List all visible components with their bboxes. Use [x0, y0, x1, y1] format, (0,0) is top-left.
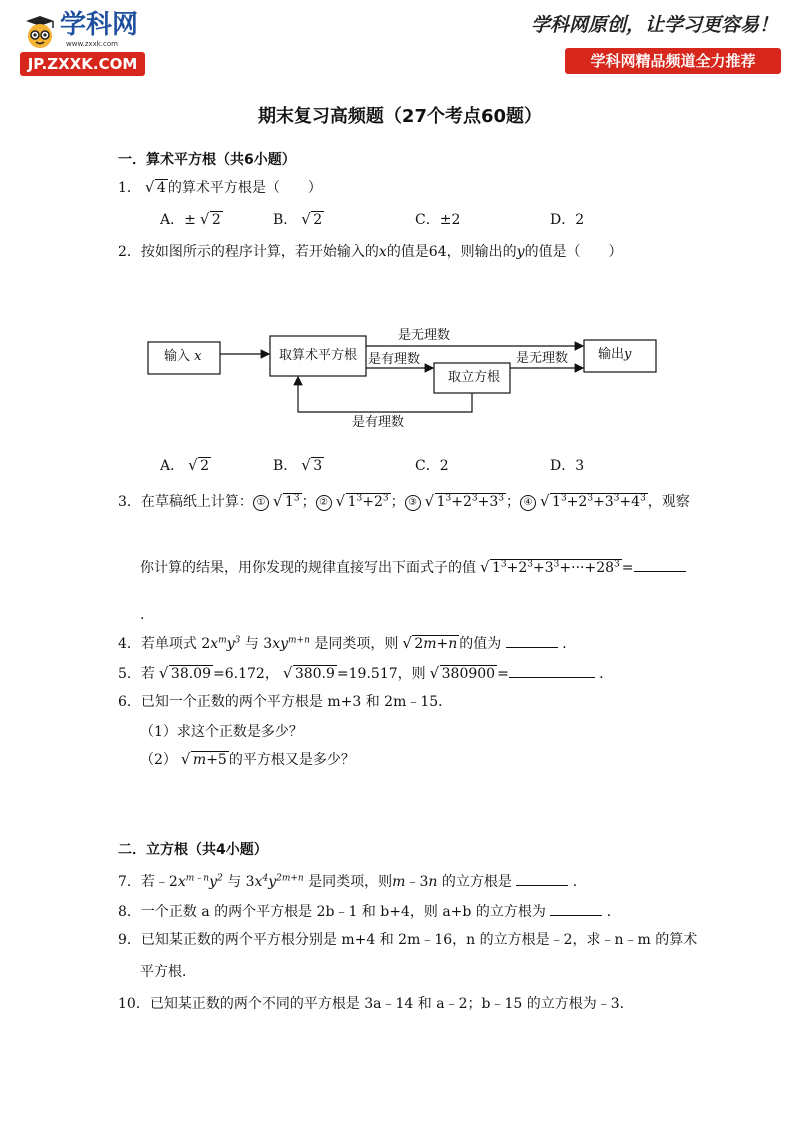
q1-option-a[interactable]: A．± √ 2: [160, 210, 221, 228]
q2-option-c[interactable]: C．2: [415, 458, 449, 474]
question-2: 2．按如图所示的程序计算，若开始输入的x的值是64，则输出的y的值是（ ）: [118, 244, 623, 260]
flowchart: [140, 320, 670, 440]
flow-output-box: 输出y: [598, 347, 632, 362]
page-title: 期末复习高频题（27个考点60题）: [257, 106, 543, 127]
q1-option-b[interactable]: B． √ 2: [273, 210, 323, 228]
flow-cbrt-box: 取立方根: [448, 370, 501, 385]
flow-label-irrational-top: 是无理数: [398, 328, 451, 343]
answer-blank[interactable]: [550, 900, 602, 916]
site-badge[interactable]: [20, 52, 145, 76]
slogan: 学科网原创，让学习更容易！: [530, 14, 778, 36]
question-6-part-2: （2） √ m+5 的平方根又是多少？: [140, 750, 355, 768]
question-9-cont: 平方根．: [140, 964, 196, 980]
question-6-part-1: （1）求这个正数是多少？: [140, 724, 303, 740]
q3-period: .: [140, 607, 145, 623]
question-6: 6．已知一个正数的两个平方根是 m+3 和 2m﹣15．: [118, 694, 453, 710]
question-5: 5．若 √ 38.09 =6.172， √ 380.9 =19.517，则 √ 380900 = ．: [118, 664, 614, 682]
q2-option-d[interactable]: D．3: [550, 458, 585, 474]
q2-option-a[interactable]: A． √ 2: [160, 456, 210, 474]
section-heading: 一．算术平方根（共6小题）: [118, 152, 296, 168]
question-1: 1． √ 4 的算术平方根是（ ）: [118, 178, 322, 196]
radical: √ 4: [144, 178, 166, 196]
section-heading: 二．立方根（共4小题）: [118, 842, 268, 858]
q1-option-c[interactable]: C．±2: [415, 212, 461, 228]
question-3: 3．在草稿纸上计算： ① √ $1^3$ ； ② √ $1^3+2^3$ ； ③ √ $1^3+2^3+3^3$ ； ④ √ $1^3+2^3+3^3+4^3$ ，观察: [118, 492, 690, 510]
flow-label-rational-mid: 是有理数: [368, 352, 421, 367]
mascot-logo-icon: [22, 14, 58, 50]
site-badge-text: JP.ZXXK.COM: [27, 55, 138, 73]
flow-label-irrational-right: 是无理数: [516, 351, 569, 366]
flow-sqrt-box: 取算术平方根: [279, 348, 358, 363]
answer-blank[interactable]: [516, 870, 568, 886]
q1-option-d[interactable]: D．2: [550, 212, 585, 228]
channel-banner[interactable]: [565, 48, 781, 74]
question-9: 9．已知某正数的两个平方根分别是 m+4 和 2m﹣16，n 的立方根是﹣2，求﹣n﹣m 的算术: [118, 932, 698, 948]
logo-name: 学科网: [60, 10, 139, 40]
question-3-cont: 你计算的结果，用你发现的规律直接写出下面式子的值 √ $1^3+2^3+3^3+\cdot\cdot\cdot+28^3$ =: [140, 556, 686, 578]
question-7: 7．若$﹣2x^{m﹣n}y^2$ 与 $3x^4y^{2m+n}$ 是同类项，则m﹣3n 的立方根是 ．: [118, 870, 587, 892]
channel-banner-text: 学科网精品频道全力推荐: [590, 52, 756, 70]
question-4: 4．若单项式 $2x^my^3$ 与 $3xy^{m+n}$ 是同类项，则 √ 2m+n 的值为 ．: [118, 634, 577, 652]
question-8: 8．一个正数 a 的两个平方根是 2b﹣1 和 b+4，则 a+b 的立方根为 ．: [118, 900, 621, 922]
answer-blank[interactable]: [634, 556, 686, 572]
answer-blank[interactable]: [506, 632, 558, 648]
question-10: 10．已知某正数的两个不同的平方根是 3a﹣14 和 a﹣2；b﹣15 的立方根为﹣3．: [118, 996, 634, 1012]
flow-label-rational-bottom: 是有理数: [352, 415, 405, 430]
header: [0, 0, 800, 90]
flow-input-box: 输入 x: [164, 349, 202, 364]
q2-option-b[interactable]: B． √ 3: [273, 456, 323, 474]
answer-blank[interactable]: [509, 662, 595, 678]
logo-url: www.zxxk.com: [66, 40, 118, 48]
